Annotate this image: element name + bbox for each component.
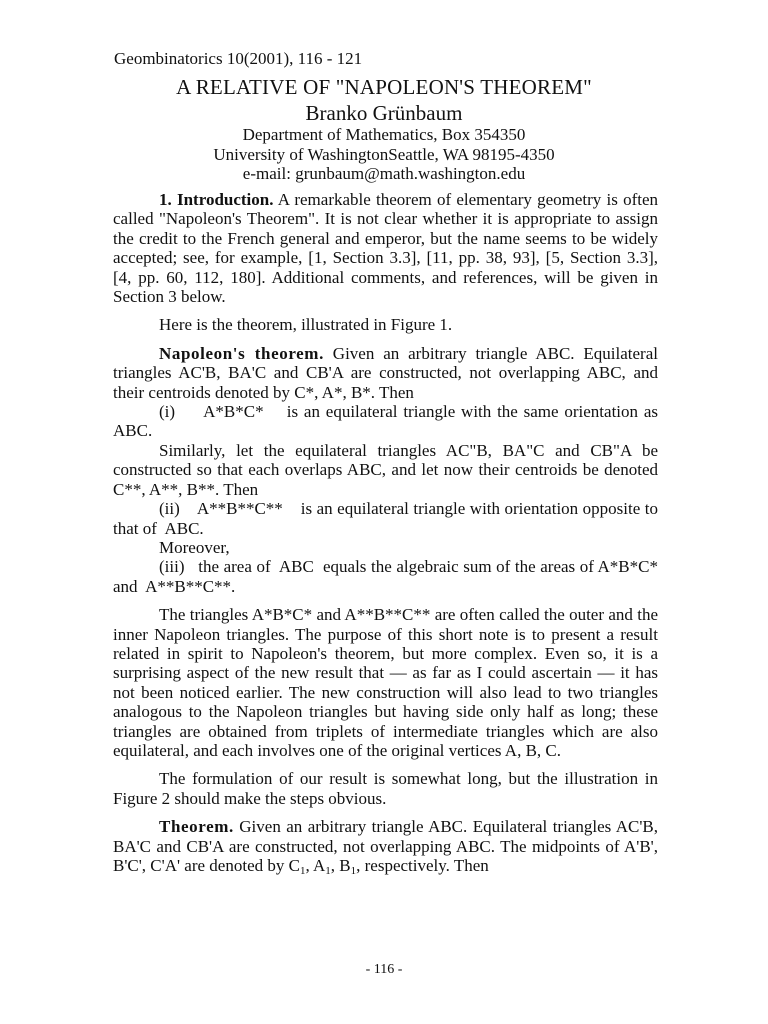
subscript-b1: 1 bbox=[350, 865, 357, 877]
intro-heading: 1. Introduction. bbox=[159, 190, 274, 209]
theorem-item-ii: (ii) A**B**C** is an equilateral triangle with orientation opposite to that of ABC. bbox=[113, 499, 663, 538]
journal-citation: Geombinatorics 10(2001), 116 - 121 bbox=[114, 49, 363, 68]
moreover-line: Moreover, bbox=[159, 537, 230, 557]
main-theorem-paragraph bbox=[113, 817, 658, 875]
napoleon-text: Given an arbitrary triangle ABC. Equilateral triangles AC'B, BA'C and CB'A are constructed, not overlapping ABC, and their centroids denoted by C*, A*, B*. Then bbox=[113, 343, 658, 402]
subscript-c1: 1 bbox=[299, 865, 306, 877]
theorem-heading: Theorem. bbox=[159, 817, 234, 837]
author-email: e-mail: grunbaum@math.washington.edu bbox=[242, 164, 526, 183]
theorem-text-c: , B bbox=[330, 856, 351, 875]
theorem-item-iii: (iii) the area of ABC equals the algebraic sum of the areas of A*B*C* and A**B**C**. bbox=[113, 557, 667, 596]
subscript-a1: 1 bbox=[325, 865, 331, 877]
theorem-text-d: , respectively. Then bbox=[356, 856, 489, 875]
affiliation-university: University of WashingtonSeattle, WA 98195-4350 bbox=[213, 145, 555, 164]
intro-paragraph bbox=[113, 190, 658, 306]
page-number: - 116 - bbox=[365, 962, 403, 977]
theorem-text-a: Given an arbitrary triangle ABC. Equilateral triangles AC'B, BA'C and CB'A are constructed, not overlapping ABC. The midpoints of A'B', B'C', C'A' are denoted by C bbox=[113, 817, 658, 875]
paper-body bbox=[113, 190, 667, 877]
author-name: Branko Grünbaum bbox=[305, 101, 463, 125]
formulation-paragraph: The formulation of our result is somewhat long, but the illustration in Figure 2 should make the steps obvious. bbox=[113, 769, 658, 808]
similarly-paragraph: Similarly, let the equilateral triangles AC"B, BA"C and CB"A be constructed so that each overlaps ABC, and let now their centroids be denoted C**, A**, B**. Then bbox=[113, 440, 658, 499]
intro-text: A remarkable theorem of elementary geometry is often called "Napoleon's Theorem". It is not clear whether it is appropriate to assign the credit to the French general and emperor, but the name seems to be widely accepted; see, for example, [1, Section 3.3], [11, pp. 38, 93], [5, Section 3.3], [4, pp. 60, 112, 180]. Additional comments, and references, will be given in Section 3 below. bbox=[113, 190, 658, 307]
theorem-item-i: (i) A*B*C* is an equilateral triangle with the same orientation as ABC. bbox=[113, 402, 667, 441]
napoleon-triangles-paragraph: The triangles A*B*C* and A**B**C** are often called the outer and the inner Napoleon triangles. The purpose of this short note is to present a result related in spirit to Napoleon's theorem, but more complex. Even so, it is a surprising aspect of the new result that — as far as I could ascertain — it has not been noticed earlier. The new construction will also lead to two triangles analogous to the Napoleon triangles but having side only half as long; these triangles are obtained from triplets of intermediate triangles which are also equilateral, and each involves one of the original vertices A, B, C. bbox=[113, 605, 658, 760]
figure-reference-paragraph: Here is the theorem, illustrated in Figure 1. bbox=[159, 315, 453, 335]
theorem-text-b: , A bbox=[305, 856, 326, 875]
napoleon-theorem-paragraph bbox=[113, 344, 658, 402]
affiliation-department: Department of Mathematics, Box 354350 bbox=[242, 125, 526, 144]
napoleon-heading: Napoleon's theorem. bbox=[159, 343, 324, 363]
paper-title: A RELATIVE OF "NAPOLEON'S THEOREM" bbox=[176, 75, 592, 99]
